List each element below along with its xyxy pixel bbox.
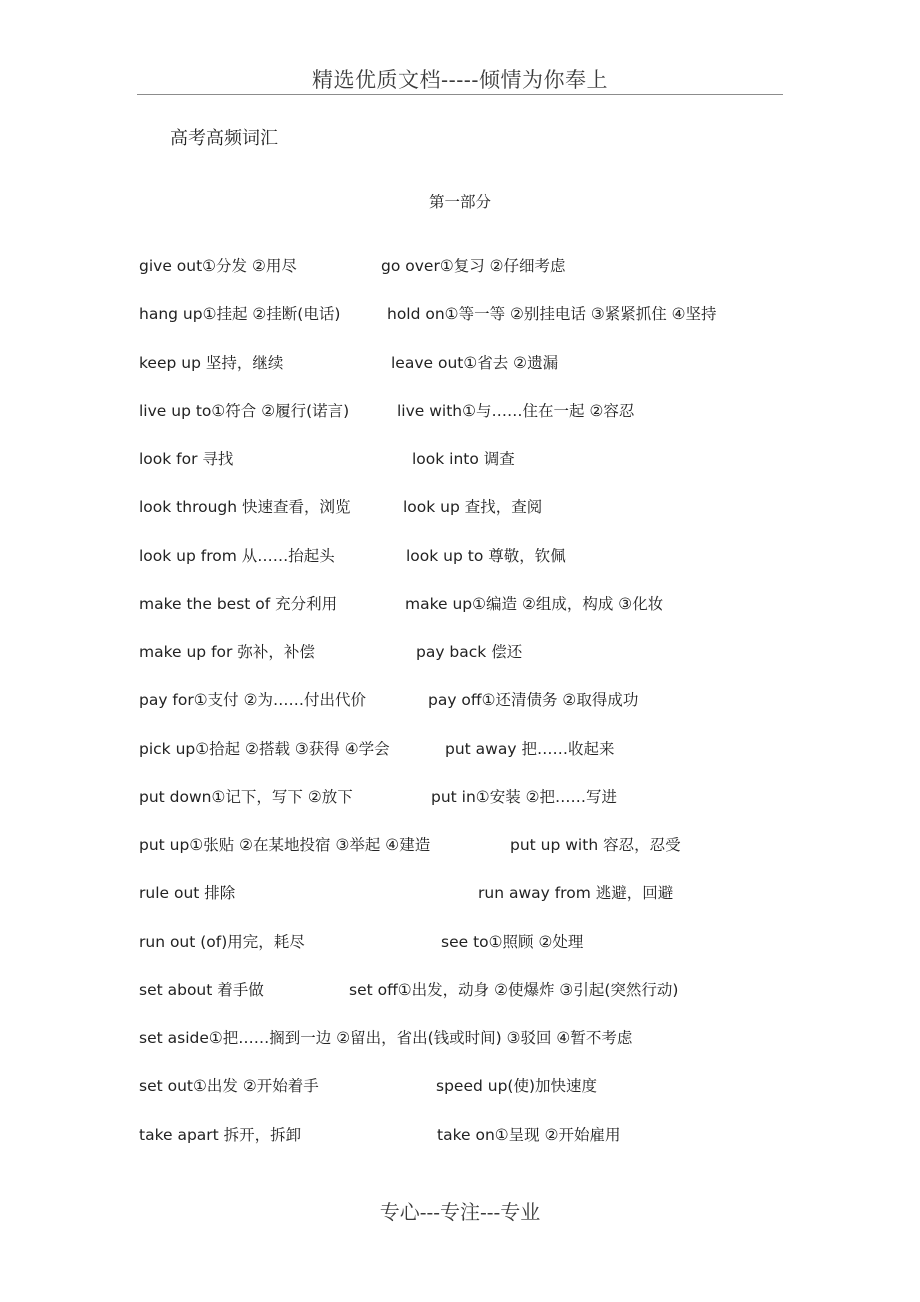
vocab-entry: make up for 弥补，补偿: [139, 643, 315, 661]
vocab-entry: speed up(使)加快速度: [436, 1077, 598, 1096]
vocab-entry: go over①复习 ②仔细考虑: [381, 257, 566, 275]
vocab-entry: pay for①支付 ②为……付出代价: [139, 691, 366, 710]
vocab-entry: put up with 容忍，忍受: [510, 836, 681, 854]
vocab-entry: set about 着手做: [139, 980, 264, 999]
vocab-row: [139, 447, 839, 495]
section-title: 第一部分: [428, 193, 491, 211]
vocabulary-list: [139, 254, 839, 1171]
vocab-row: [139, 785, 839, 833]
vocab-entry: hang up①挂起 ②挂断(电话): [139, 305, 341, 324]
header-rule: [137, 94, 783, 95]
vocab-entry: run out (of)用完，耗尽: [139, 932, 305, 951]
vocab-entry: put up①张贴 ②在某地投宿 ③举起 ④建造: [139, 836, 431, 854]
vocab-entry: set off①出发，动身 ②使爆炸 ③引起(突然行动): [349, 980, 679, 999]
vocab-entry: put in①安装 ②把……写进: [431, 787, 618, 806]
document-title: 高考高频词汇: [170, 128, 278, 149]
vocab-row: [139, 495, 839, 543]
vocab-entry: pick up①拾起 ②搭载 ③获得 ④学会: [139, 739, 390, 758]
vocab-row: [139, 351, 839, 399]
vocab-entry: look through 快速查看，浏览: [139, 498, 351, 517]
vocab-entry: take on①呈现 ②开始雇用: [437, 1125, 621, 1144]
vocab-row: [139, 737, 839, 785]
vocab-entry: give out①分发 ②用尽: [139, 257, 297, 275]
vocab-entry: make the best of 充分利用: [139, 594, 338, 613]
vocab-row: [139, 544, 839, 592]
vocab-row: [139, 688, 839, 736]
vocab-entry: make up①编造 ②组成，构成 ③化妆: [405, 594, 664, 613]
vocab-entry: look into 调查: [412, 450, 515, 468]
vocab-row: [139, 833, 839, 881]
page-header: 精选优质文档-----倾情为你奉上: [312, 68, 608, 92]
vocab-entry: hold on①等一等 ②别挂电话 ③紧紧抓住 ④坚持: [387, 305, 717, 324]
vocab-entry: set aside①把……搁到一边 ②留出，省出(钱或时间) ③驳回 ④暂不考虑: [139, 1029, 633, 1047]
vocab-entry: put down①记下，写下 ②放下: [139, 787, 353, 806]
vocab-entry: rule out 排除: [139, 884, 236, 903]
vocab-entry: pay back 偿还: [416, 643, 523, 661]
vocab-entry: look up from 从……抬起头: [139, 546, 335, 565]
vocab-row: [139, 930, 839, 978]
vocab-entry: set out①出发 ②开始着手: [139, 1077, 319, 1096]
vocab-entry: leave out①省去 ②遗漏: [391, 353, 559, 372]
vocab-row: [139, 1026, 839, 1074]
vocab-row: [139, 399, 839, 447]
vocab-entry: keep up 坚持，继续: [139, 353, 284, 372]
vocab-entry: pay off①还清债务 ②取得成功: [428, 691, 639, 710]
vocab-entry: take apart 拆开，拆卸: [139, 1125, 302, 1144]
vocab-entry: see to①照顾 ②处理: [441, 932, 584, 951]
vocab-row: [139, 1074, 839, 1122]
vocab-row: [139, 978, 839, 1026]
vocab-entry: live up to①符合 ②履行(诺言): [139, 401, 350, 420]
vocab-row: [139, 640, 839, 688]
vocab-entry: look up to 尊敬，钦佩: [406, 546, 566, 565]
vocab-entry: put away 把……收起来: [445, 739, 615, 758]
vocab-row: [139, 302, 839, 350]
vocab-row: [139, 1123, 839, 1171]
vocab-row: [139, 592, 839, 640]
vocab-row: [139, 254, 839, 302]
vocab-entry: look up 查找，查阅: [403, 498, 543, 517]
vocab-row: [139, 881, 839, 929]
page-footer: 专心---专注---专业: [379, 1200, 541, 1224]
vocab-entry: run away from 逃避，回避: [478, 884, 674, 903]
vocab-entry: live with①与……住在一起 ②容忍: [397, 401, 635, 420]
vocab-entry: look for 寻找: [139, 450, 234, 468]
